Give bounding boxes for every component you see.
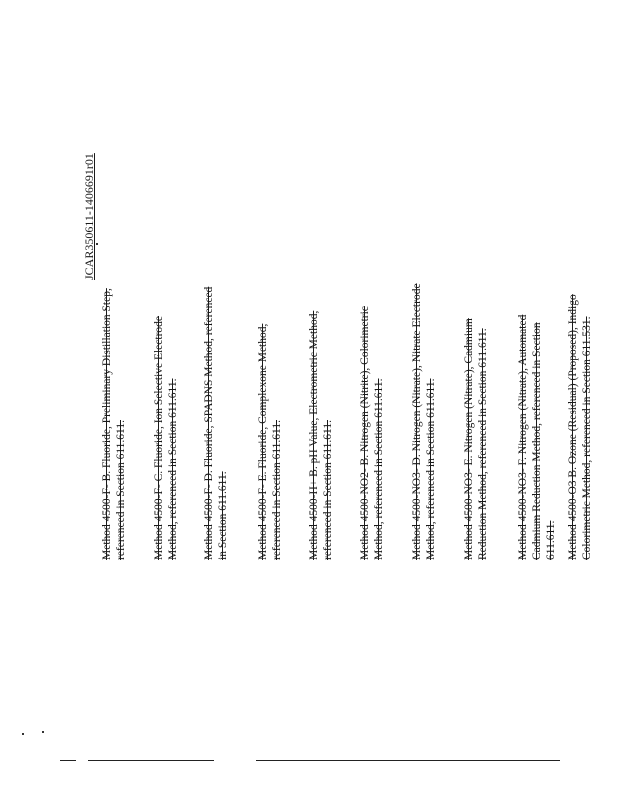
entry-text: referenced in Section 611.611. xyxy=(271,420,283,560)
entry-line xyxy=(256,200,270,560)
method-entry xyxy=(256,200,284,560)
entry-line xyxy=(152,200,166,560)
method-entry xyxy=(358,200,386,560)
footer-rule-short xyxy=(60,760,76,761)
method-entry xyxy=(100,200,128,560)
method-entry xyxy=(462,200,490,560)
entry-line xyxy=(462,200,476,560)
entry-line xyxy=(307,200,321,560)
entry-text: referenced in Section 611.611. xyxy=(115,420,127,560)
entry-line xyxy=(580,200,594,560)
entry-line xyxy=(114,200,128,560)
entry-text: Method 4500-NO3- E. Nitrogen (Nitrate), Cadmium xyxy=(463,318,475,560)
entry-text: Method 4500-O3 B. Ozone (Residual) (Proposed), Indigo xyxy=(567,294,579,560)
entry-line xyxy=(566,200,580,560)
entry-line xyxy=(216,200,230,560)
method-entry xyxy=(152,200,180,560)
entry-line xyxy=(100,200,114,560)
entry-text: Colorimetric Method, referenced in Section 611.531. xyxy=(581,316,593,560)
entry-line xyxy=(530,200,544,560)
entry-text: Method, referenced in Section 611.611. xyxy=(373,378,385,560)
entry-line xyxy=(202,200,216,560)
method-entry xyxy=(307,200,335,560)
entry-line xyxy=(424,200,438,560)
entry-line xyxy=(410,200,424,560)
entry-text: Reduction Method, referenced in Section 611.611. xyxy=(477,328,489,560)
entry-text: Method 4500-NO2- B. Nitrogen (Nitrite), Colorimetric xyxy=(359,306,371,560)
entry-text: referenced in Section 611.611. xyxy=(322,420,334,560)
method-entry xyxy=(516,200,558,560)
entry-line xyxy=(321,200,335,560)
scan-speck xyxy=(96,243,98,245)
entry-text: Method, referenced in Section 611.611. xyxy=(167,378,179,560)
method-entry xyxy=(202,200,230,560)
entry-line xyxy=(166,200,180,560)
entry-text: Cadmium Reduction Method, referenced in Section xyxy=(531,322,543,560)
entry-line xyxy=(476,200,490,560)
entry-text: in Section 611.611. xyxy=(217,471,229,560)
entry-line xyxy=(358,200,372,560)
entry-text: Method 4500-F- D. Fluoride, SPADNS Method, referenced xyxy=(203,286,215,560)
method-entry xyxy=(566,200,594,560)
entry-text: Method, referenced in Section 611.611. xyxy=(425,378,437,560)
entry-text: Method 4500-H+ B. pH Value, Electrometric Method, xyxy=(308,310,320,560)
entry-text: Method 4500-F- E. Fluoride, Complexone Method, xyxy=(257,323,269,560)
method-entry xyxy=(410,200,438,560)
scan-speck xyxy=(22,733,24,735)
entry-line xyxy=(516,200,530,560)
entry-line xyxy=(544,200,558,560)
document-id: JCAR350611-1406691r01 xyxy=(82,153,96,280)
footer-rule-right xyxy=(256,760,560,761)
entry-text: 611.611. xyxy=(545,520,557,560)
entry-text: Method 4500-F- C. Fluoride, Ion Selective Electrode xyxy=(153,315,165,560)
entry-line xyxy=(270,200,284,560)
scan-speck xyxy=(42,731,44,733)
entry-text: Method 4500-F- B. Fluoride, Preliminary Distillation Step, xyxy=(101,288,113,560)
entry-text: Method 4500-NO3- D. Nitrogen (Nitrate), Nitrate Electrode xyxy=(411,283,423,560)
entry-text: Method 4500-NO3- F. Nitrogen (Nitrate), Automated xyxy=(517,314,529,560)
footer-rule-left xyxy=(88,760,214,761)
entry-line xyxy=(372,200,386,560)
